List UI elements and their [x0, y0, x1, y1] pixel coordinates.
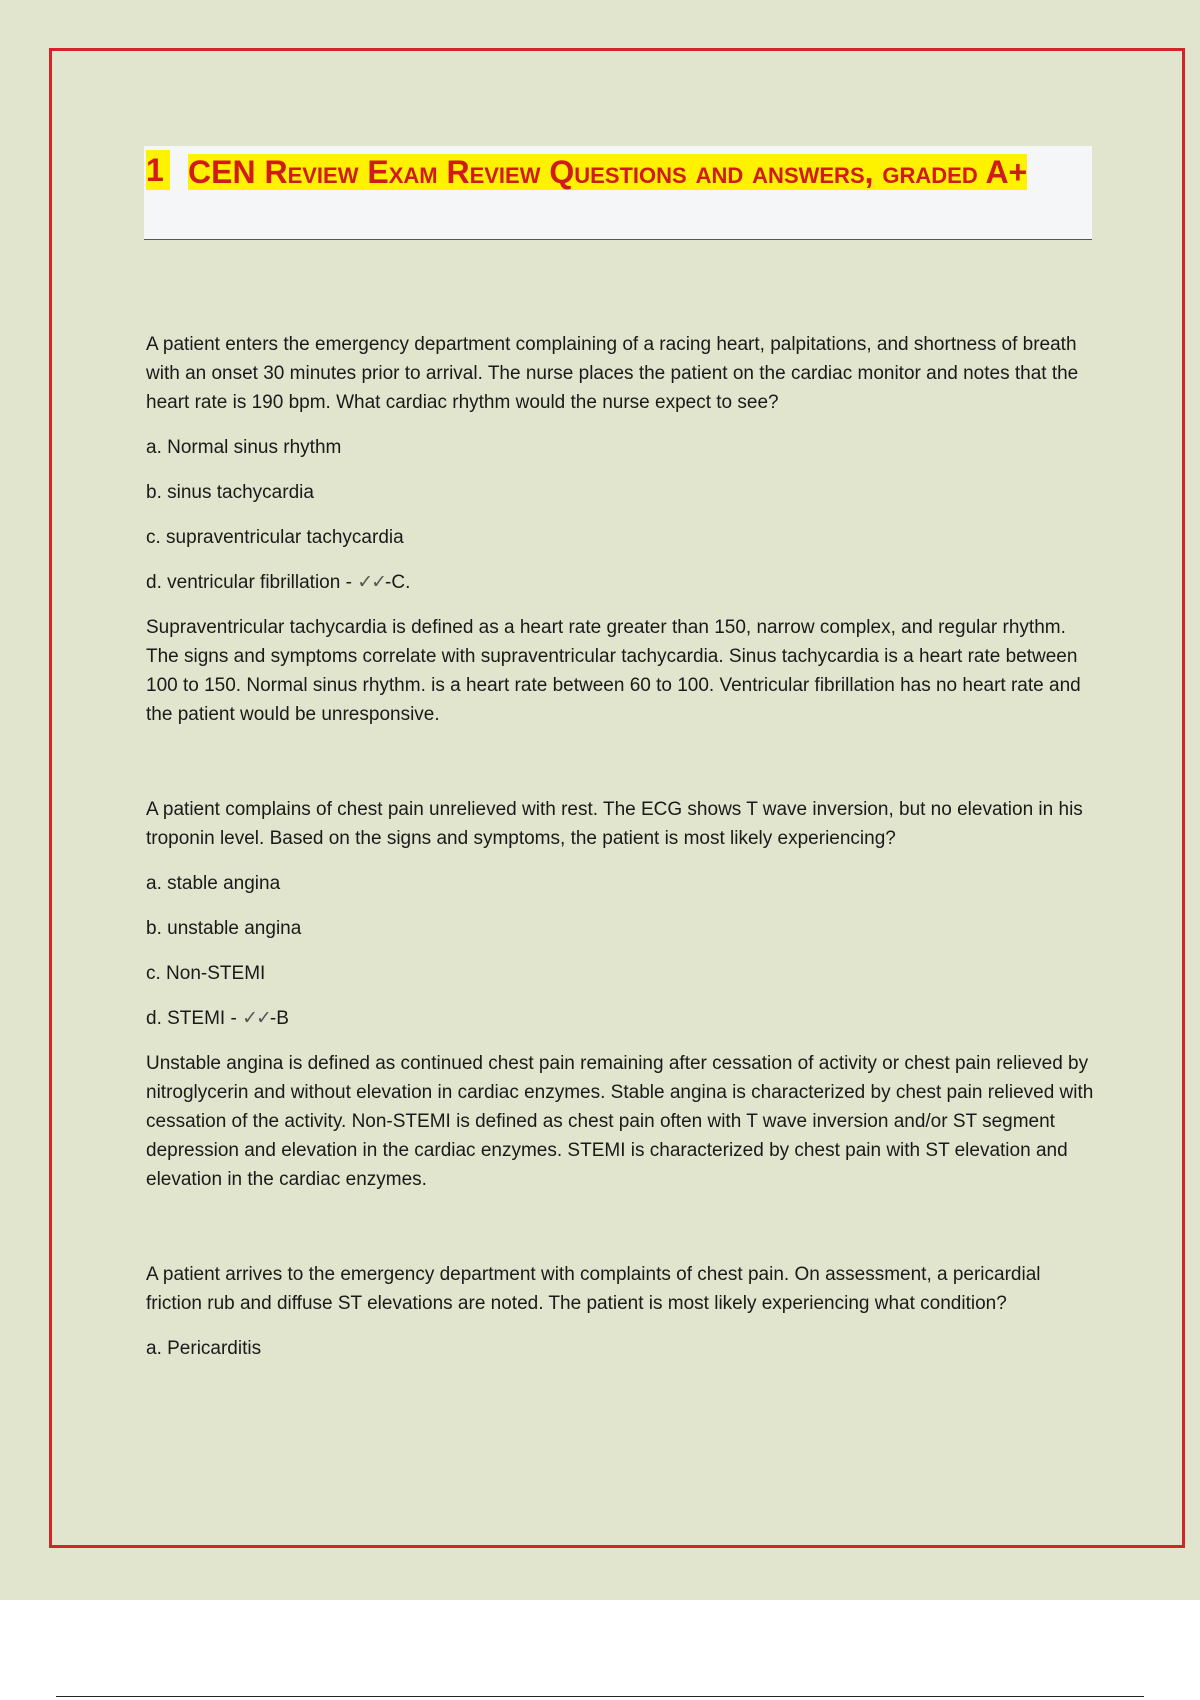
question-text: A patient arrives to the emergency department with complaints of chest pain. On assessment, a pericardial friction rub and diffuse ST elevations are noted. The patient is most likely experiencing what condition?: [146, 1264, 1041, 1314]
footer-divider: [56, 1696, 1144, 1697]
answer-option: a. Normal sinus rhythm: [146, 437, 342, 458]
question-text: A patient complains of chest pain unrelieved with rest. The ECG shows T wave inversion, but no elevation in his troponin level. Based on the signs and symptoms, the patient is most likely experiencing?: [146, 799, 1083, 849]
checkmark-icon: ✓✓: [242, 1008, 270, 1029]
question-block: [146, 795, 1096, 1194]
question-block: [146, 1260, 1096, 1363]
answer-explanation: Supraventricular tachycardia is defined as a heart rate greater than 150, narrow complex, and regular rhythm. The signs and symptoms correlate with supraventricular tachycardia. Sinus tachycardia is a heart rate between 100 to 150. Normal sinus rhythm. is a heart rate between 60 to 100. Ventricular fibrillation has no heart rate and the patient would be unresponsive.: [146, 617, 1081, 725]
answer-option: c. supraventricular tachycardia: [146, 527, 404, 548]
heading-number: 1: [146, 150, 170, 190]
document-heading: [144, 146, 1092, 240]
checkmark-icon: ✓✓: [357, 572, 386, 593]
question-text: A patient enters the emergency department complaining of a racing heart, palpitations, and shortness of breath with an onset 30 minutes prior to arrival. The nurse places the patient on the cardiac monitor and notes that the heart rate is 190 bpm. What cardiac rhythm would the nurse expect to see?: [146, 334, 1079, 413]
answer-option: a. stable angina: [146, 873, 281, 894]
answer-option: b. unstable angina: [146, 918, 302, 939]
answer-option: b. sinus tachycardia: [146, 482, 314, 503]
answer-explanation: Unstable angina is defined as continued chest pain remaining after cessation of activity or chest pain relieved by nitroglycerin and without elevation in cardiac enzymes. Stable angina is characterized by chest pain relieved with cessation of the activity. Non-STEMI is defined as chest pain often with T wave inversion and/or ST segment depression and elevation in the cardiac enzymes. STEMI is characterized by chest pain with ST elevation and elevation in the cardiac enzymes.: [146, 1053, 1094, 1190]
answer-option: c. Non-STEMI: [146, 963, 266, 984]
answer-option-text: d. ventricular fibrillation -: [146, 572, 358, 593]
answer-option-text: d. STEMI -: [146, 1008, 243, 1029]
heading-title: [188, 150, 1068, 194]
answer-option: [146, 568, 1096, 597]
heading-title-text: CEN Review Exam Review Questions and answers, graded A+: [188, 154, 1028, 190]
answer-option: a. Pericarditis: [146, 1338, 262, 1359]
document-body: [146, 330, 1096, 1379]
correct-answer: -B: [269, 1008, 289, 1029]
answer-option: [146, 1004, 1096, 1033]
question-block: [146, 330, 1096, 729]
correct-answer: -C.: [385, 572, 411, 593]
